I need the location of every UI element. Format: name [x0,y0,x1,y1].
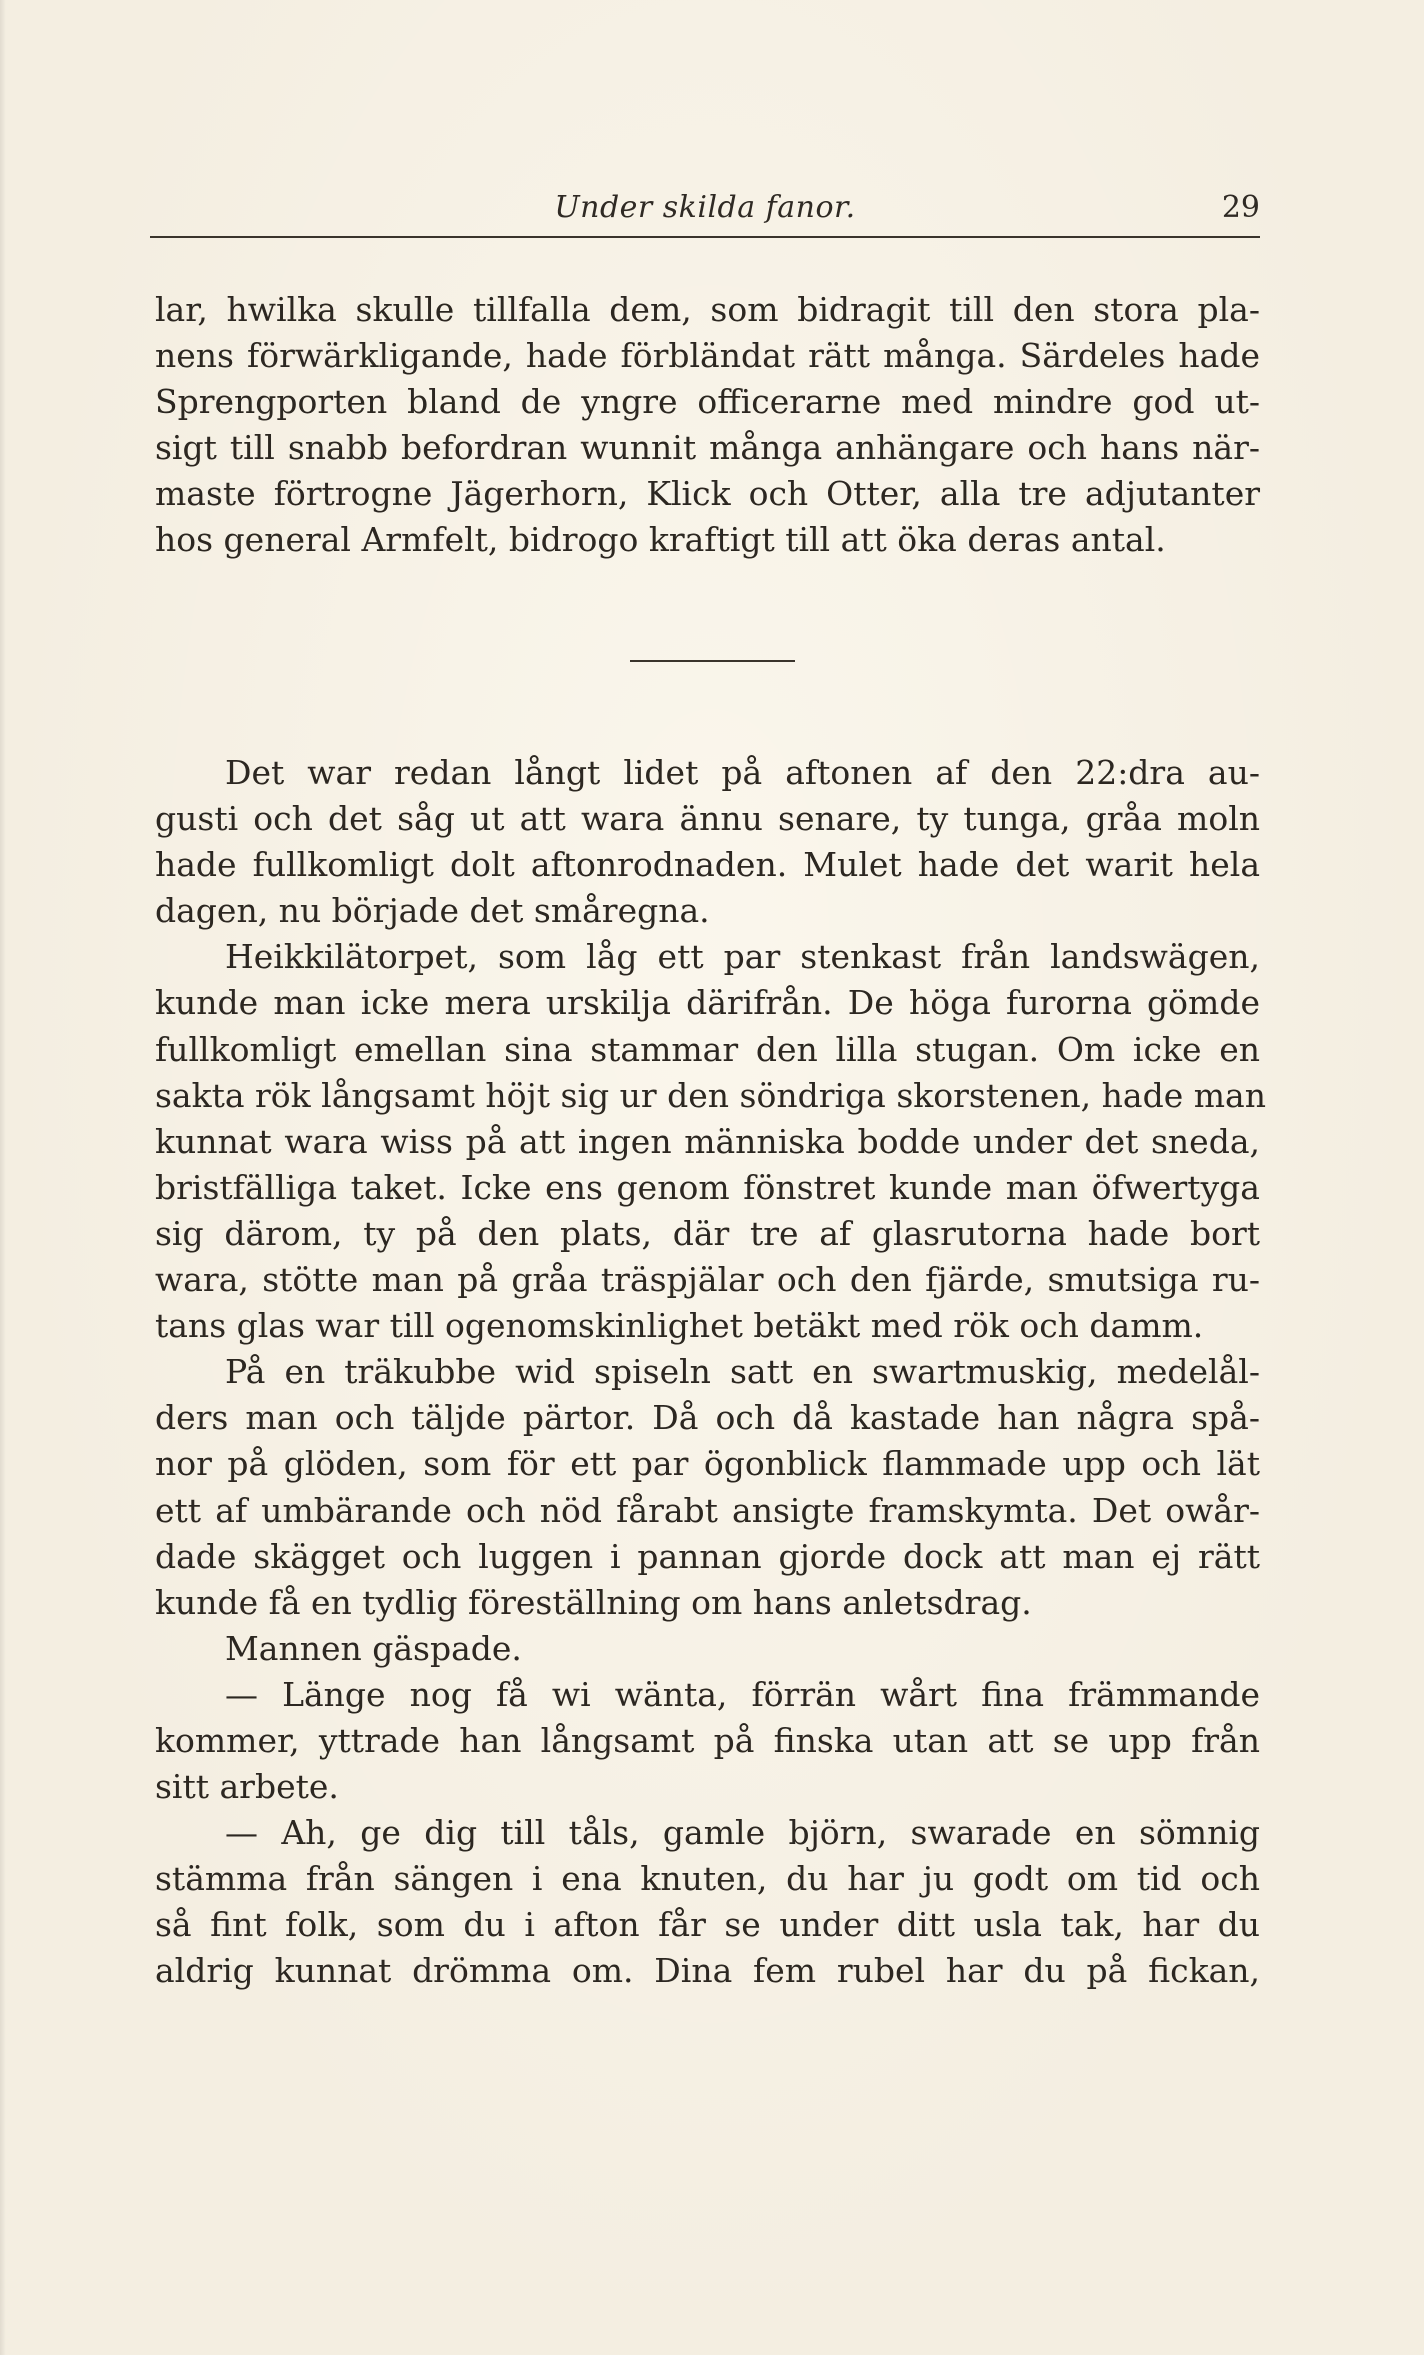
section-divider [630,660,795,662]
page-number: 29 [1221,190,1260,225]
text-line: bristfälliga taket. Icke ens genom fönstret kunde man öfwertyga [155,1167,1260,1207]
text-line: ett af umbärande och nöd fårabt ansigte framskymta. Det owår- [155,1490,1260,1530]
text-line: kunnat wara wiss på att ingen människa bodde under det sneda, [155,1121,1260,1161]
text-line: På en träkubbe wid spiseln satt en swartmuskig, medelål- [225,1352,1260,1392]
text-line: — Länge nog få wi wänta, förrän wårt fina främmande [225,1674,1260,1714]
text-line: kunde man icke mera urskilja därifrån. De höga furorna gömde [155,983,1260,1023]
text-line: hade fullkomligt dolt aftonrodnaden. Mulet hade det warit hela [155,845,1260,885]
text-line: hos general Armfelt, bidrogo kraftigt till att öka deras antal. [155,520,1166,560]
paragraph-one [155,287,1260,564]
text-line: så fint folk, som du i afton får se under ditt usla tak, har du [155,1905,1260,1945]
text-line: gusti och det såg ut att wara ännu senare, ty tunga, gråa moln [155,799,1260,839]
text-line: sitt arbete. [155,1767,339,1807]
text-line: dade skägget och luggen i pannan gjorde dock att man ej rätt [155,1536,1260,1576]
text-line: — Ah, ge dig till tåls, gamle björn, swarade en sömnig [225,1813,1260,1853]
header-rule [150,236,1260,238]
text-line: nor på glöden, som för ett par ögonblick flammade upp och lät [155,1444,1260,1484]
section-two [155,750,1266,1995]
page-edge-shadow [0,0,6,2355]
text-line: Heikkilätorpet, som låg ett par stenkast från landswägen, [225,937,1260,977]
running-head [150,190,1260,240]
running-title: Under skilda fanor. [554,190,856,225]
text-line: aldrig kunnat drömma om. Dina fem rubel har du på fickan, [155,1951,1260,1991]
text-line: kommer, yttrade han långsamt på finska utan att se upp från [155,1720,1260,1760]
text-line: lar, hwilka skulle tillfalla dem, som bidragit till den stora pla- [155,290,1260,329]
text-line: sigt till snabb befordran wunnit många anhängare och hans när- [155,428,1260,468]
text-line: dagen, nu började det småregna. [155,891,710,931]
text-line: Sprengporten bland de yngre officerarne med mindre god ut- [155,382,1260,422]
text-line: wara, stötte man på gråa träspjälar och den fjärde, smutsiga ru- [155,1260,1260,1300]
text-line: sig därom, ty på den plats, där tre af glasrutorna hade bort [155,1213,1260,1253]
text-line: fullkomligt emellan sina stammar den lilla stugan. Om icke en [155,1029,1260,1069]
text-line: kunde få en tydlig föreställning om hans anletsdrag. [155,1582,1032,1622]
text-line: sakta rök långsamt höjt sig ur den söndriga skorstenen, hade man [155,1075,1266,1115]
text-line: stämma från sängen i ena knuten, du har ju godt om tid och [155,1859,1260,1899]
text-line: Mannen gäspade. [225,1628,522,1668]
text-line: Det war redan långt lidet på aftonen af den 22:dra au- [225,753,1260,792]
text-line: ders man och täljde pärtor. Då och då kastade han några spå- [155,1398,1260,1438]
text-line: tans glas war till ogenomskinlighet betäkt med rök och damm. [155,1306,1204,1346]
text-line: maste förtrogne Jägerhorn, Klick och Otter, alla tre adjutanter [155,474,1260,514]
text-line: nens förwärkligande, hade förbländat rätt många. Särdeles hade [155,336,1260,376]
